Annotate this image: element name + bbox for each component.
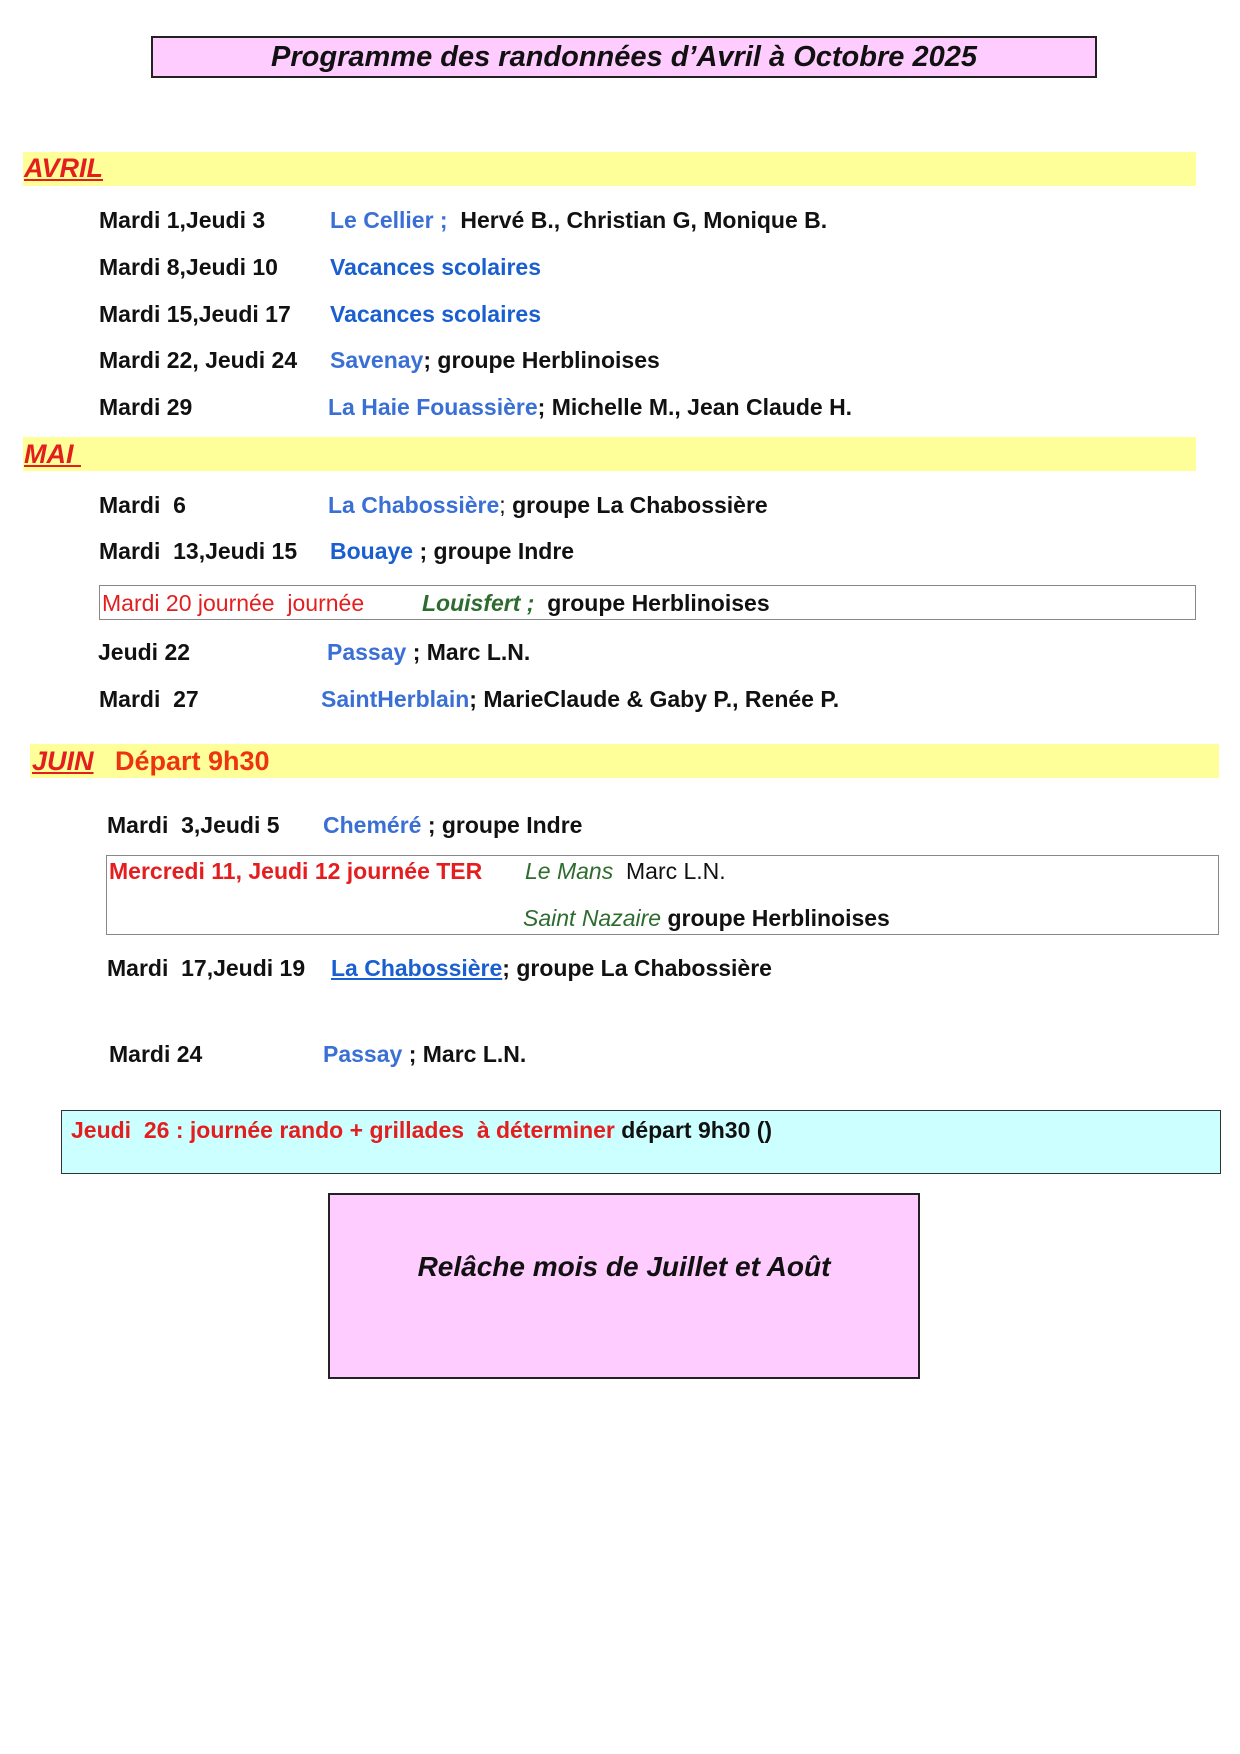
row-place: SaintHerblain bbox=[321, 686, 470, 712]
schedule-row bbox=[99, 300, 541, 328]
event-description: Jeudi 26 : journée rando + grillades à déterminer bbox=[71, 1117, 615, 1143]
month-band-avril bbox=[23, 152, 1196, 186]
row-leaders: groupe La Chabossière bbox=[505, 492, 768, 518]
row-date: Mardi 17,Jeudi 19 bbox=[107, 955, 306, 981]
row-place: Le Mans bbox=[525, 858, 614, 884]
schedule-row bbox=[99, 253, 541, 281]
summer-break-text: Relâche mois de Juillet et Août bbox=[417, 1251, 831, 1282]
row-leaders: groupe Herblinoises bbox=[661, 905, 890, 931]
row-place: Vacances scolaires bbox=[330, 301, 541, 327]
row-date: Mardi 15,Jeudi 17 bbox=[99, 301, 291, 327]
schedule-row-special bbox=[102, 589, 770, 617]
row-place: Vacances scolaires bbox=[330, 254, 541, 280]
summer-break-box bbox=[328, 1193, 920, 1379]
schedule-row bbox=[99, 685, 840, 713]
row-place: Cheméré bbox=[323, 812, 422, 838]
row-date: Mardi 1,Jeudi 3 bbox=[99, 207, 266, 233]
month-band-mai bbox=[23, 437, 1196, 471]
row-date: Mardi 13,Jeudi 15 bbox=[99, 538, 298, 564]
row-place: Louisfert ; bbox=[422, 590, 535, 616]
schedule-row bbox=[109, 1040, 527, 1068]
row-date: Mardi 22, Jeudi 24 bbox=[99, 347, 298, 373]
page-title: Programme des randonnées d’Avril à Octobre 2025 bbox=[151, 36, 1097, 78]
row-date: Mardi 29 bbox=[99, 394, 193, 420]
row-date: Mardi 20 journée journée bbox=[102, 590, 365, 616]
row-place: La Haie Fouassière bbox=[328, 394, 538, 420]
row-leaders: ; groupe Indre bbox=[413, 538, 575, 564]
month-label-avril: AVRIL bbox=[24, 153, 103, 183]
row-date: Mardi 24 bbox=[109, 1041, 203, 1067]
row-leaders: ; groupe La Chabossière bbox=[502, 955, 772, 981]
row-separator: ; bbox=[499, 492, 506, 518]
row-leaders: groupe Herblinoises bbox=[547, 590, 770, 616]
row-place: La Chabossière bbox=[328, 492, 500, 518]
row-date: Mercredi 11, Jeudi 12 journée TER bbox=[109, 858, 483, 884]
row-place: Bouaye bbox=[330, 538, 414, 564]
row-place: La Chabossière bbox=[331, 955, 503, 981]
month-label-mai: MAI bbox=[24, 439, 81, 469]
grill-event-text bbox=[71, 1116, 772, 1144]
row-leaders: Hervé B., Christian G, Monique B. bbox=[460, 207, 828, 233]
row-place: Saint Nazaire bbox=[523, 905, 662, 931]
schedule-row bbox=[107, 954, 772, 982]
row-place: Passay bbox=[323, 1041, 403, 1067]
row-leaders: Marc L.N. bbox=[626, 858, 726, 884]
schedule-row bbox=[99, 491, 768, 519]
juin-depart-time: Départ 9h30 bbox=[115, 746, 270, 776]
row-leaders: ; Michelle M., Jean Claude H. bbox=[537, 394, 853, 420]
row-date: Mardi 8,Jeudi 10 bbox=[99, 254, 278, 280]
schedule-row bbox=[99, 346, 660, 374]
row-date: Mardi 27 bbox=[99, 686, 199, 712]
row-leaders: ; groupe Herblinoises bbox=[423, 347, 660, 373]
row-leaders: ; MarieClaude & Gaby P., Renée P. bbox=[469, 686, 840, 712]
month-label-juin: JUIN bbox=[32, 746, 94, 776]
row-date: Jeudi 22 bbox=[98, 639, 191, 665]
row-date: Mardi 3,Jeudi 5 bbox=[107, 812, 280, 838]
schedule-row bbox=[99, 537, 575, 565]
schedule-row bbox=[99, 206, 828, 234]
row-leaders: ; Marc L.N. bbox=[402, 1041, 527, 1067]
schedule-row bbox=[98, 638, 531, 666]
schedule-row bbox=[107, 811, 583, 839]
schedule-row-ter bbox=[523, 904, 890, 932]
schedule-row-ter bbox=[109, 857, 726, 885]
schedule-row bbox=[99, 393, 853, 421]
row-leaders: ; groupe Indre bbox=[421, 812, 583, 838]
row-date: Mardi 6 bbox=[99, 492, 186, 518]
event-departure: départ 9h30 () bbox=[614, 1117, 773, 1143]
row-leaders: ; Marc L.N. bbox=[406, 639, 531, 665]
row-place: Passay bbox=[327, 639, 407, 665]
row-place: Le Cellier ; bbox=[330, 207, 448, 233]
row-place: Savenay bbox=[330, 347, 424, 373]
